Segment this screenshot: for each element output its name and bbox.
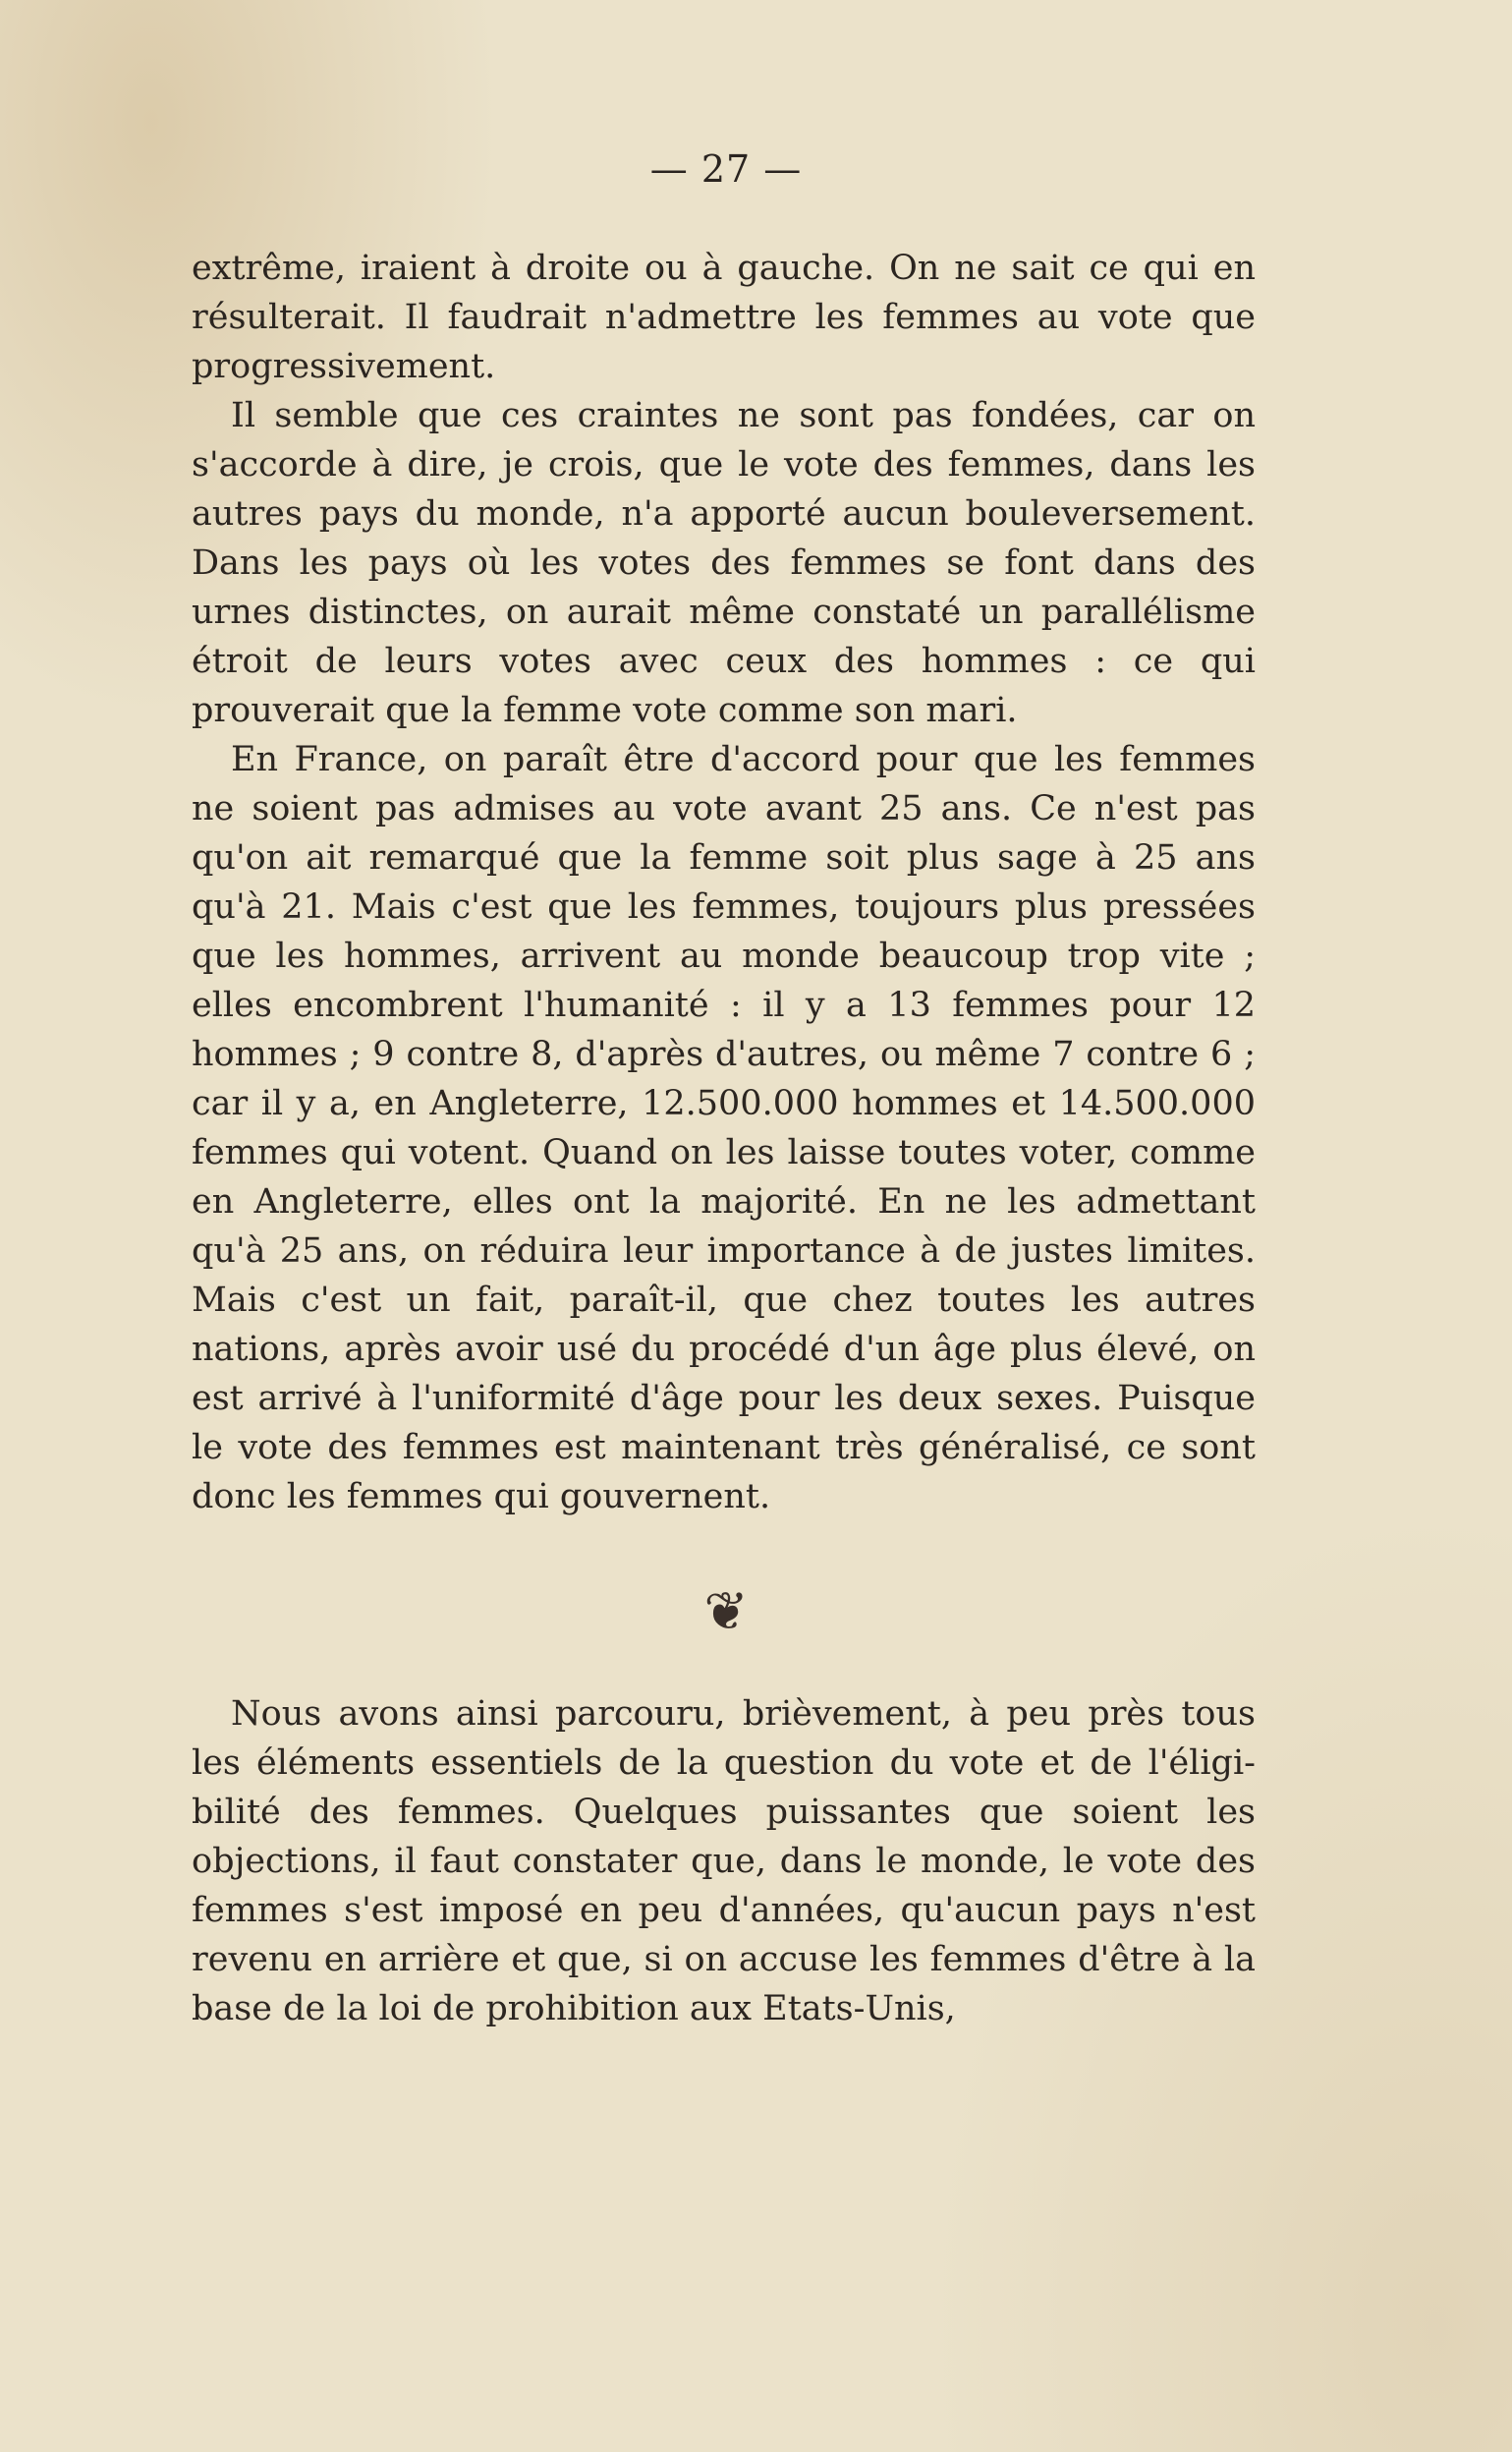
paragraph-fears-unfounded: Il semble que ces craintes ne sont pas fondées, car on s'accorde à dire, je crois, que le vote des femmes, dans les autres pays du monde, n'a apporté aucun bouleversement. Dans les pays où les votes des femmes se font dans des urnes distinctes, on aurait même constaté un parallélisme étroit de leurs votes avec ceux des hommes : ce qui prouverait que la femme vote comme son mari. xyxy=(192,396,1256,730)
fleuron-icon: ❦ xyxy=(703,1580,749,1642)
paragraph-summary: Nous avons ainsi parcouru, brièvement, à peu près tous les éléments essentiels de la question du vote et de l'éligibilité des femmes. Quelques puissantes que soient les objections, il faut constater que, dans le monde, le vote des femmes s'est imposé en peu d'années, qu'aucun pays n'est revenu en arrière et que, si on accuse les femmes d'être à la base de la loi de prohibition aux Etats-Unis, xyxy=(192,1694,1256,2028)
paragraph-continuation: extrême, iraient à droite ou à gauche. On ne sait ce qui en résulterait. Il faudrait n'admettre les femmes au vote que progressivement. xyxy=(192,249,1256,386)
paragraph-france-age: En France, on paraît être d'accord pour que les femmes ne soient pas admises au vote avant 25 ans. Ce n'est pas qu'on ait remarqué que la femme soit plus sage à 25 ans qu'à 21. Mais c'est que les femmes, toujours plus pressées que les hommes, arrivent au monde beaucoup trop vite ; elles encombrent l'humanité : il y a 13 femmes pour 12 hommes ; 9 contre 8, d'après d'autres, ou même 7 contre 6 ; car il y a, en Angleterre, 12.500.000 hommes et 14.500.000 femmes qui votent. Quand on les laisse toutes voter, comme en Angleterre, elles ont la majorité. En ne les admettant qu'à 25 ans, on réduira leur importance à de justes limites. Mais c'est un fait, paraît-il, que chez toutes les autres nations, après avoir usé du procédé d'un âge plus élevé, on est arrivé à l'uniformité d'âge pour les deux sexes. Puisque le vote des femmes est maintenant très généralisé, ce sont donc les femmes qui gouvernent. xyxy=(192,740,1256,1516)
page-number: — 27 — xyxy=(649,147,803,191)
text-section-2 xyxy=(192,1689,1256,2033)
text-section-1 xyxy=(192,244,1256,1521)
